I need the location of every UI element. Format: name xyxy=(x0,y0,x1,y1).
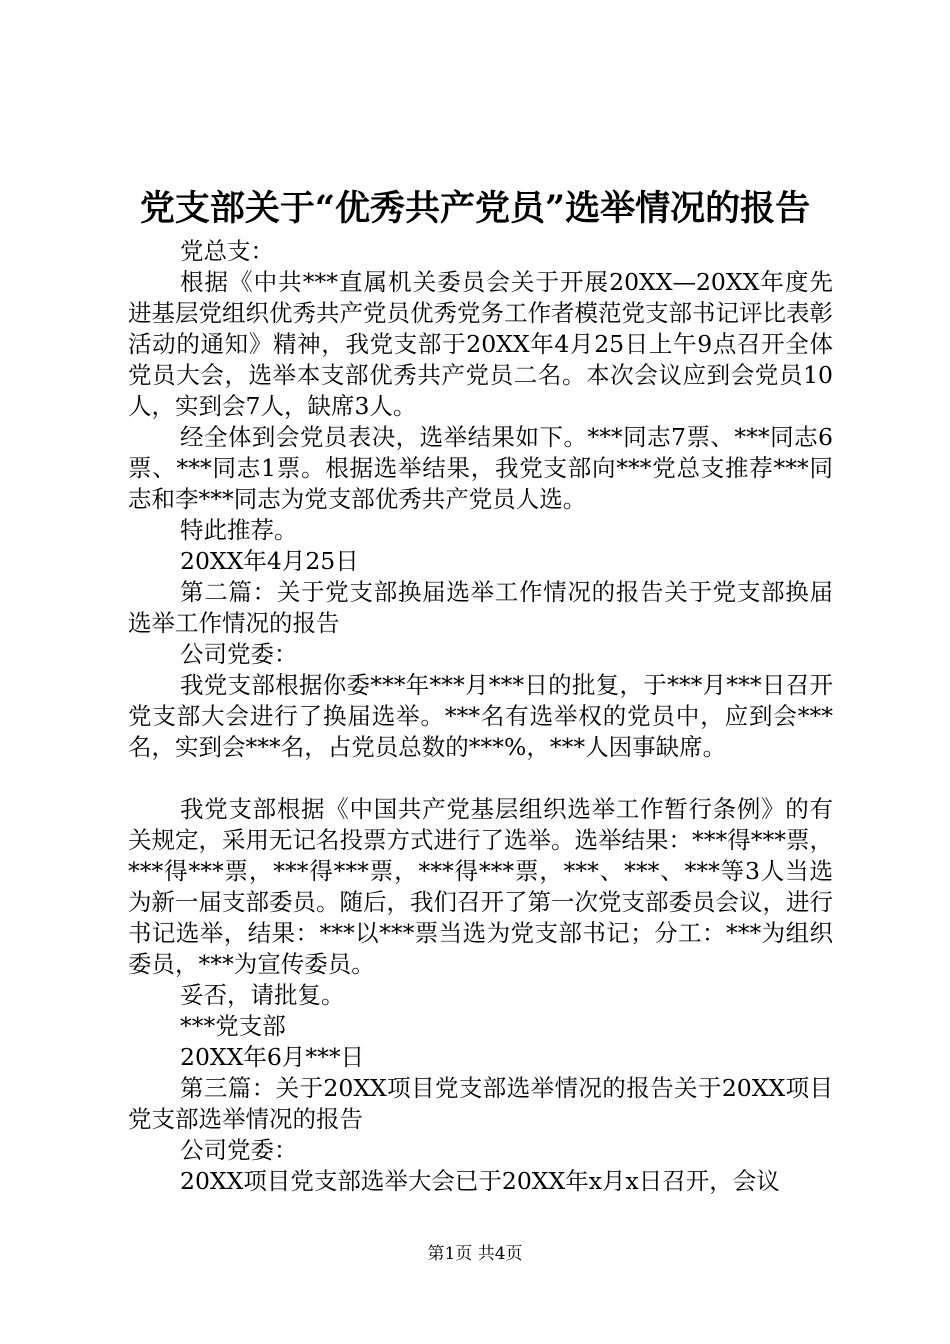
paragraph-salutation: 党总支： xyxy=(180,237,274,265)
page-number-footer: 第1页 共4页 xyxy=(427,1244,523,1264)
paragraph-part2-request: 妥否，请批复。 xyxy=(180,981,345,1009)
paragraph-part3-salutation: 公司党委： xyxy=(180,1136,298,1164)
document-title: 党支部关于“优秀共产党员”选举情况的报告 xyxy=(139,188,811,229)
paragraph-results: 经全体到会党员表决，选举结果如下。***同志7票、***同志6票、***同志1票。根据选举结果，我党支部向***党总支推荐***同志和李***同志为党支部优秀共产党员人选。 xyxy=(128,423,833,513)
paragraph-part2-meeting: 我党支部根据你委***年***月***日的批复，于***月***日召开党支部大会进行了换届选举。***名有选举权的党员中，应到会***名，实到会***名，占党员总数的***%，***人因事缺席。 xyxy=(128,671,833,761)
paragraph-spacer xyxy=(128,763,833,794)
paragraph-part2-salutation: 公司党委： xyxy=(180,640,298,668)
paragraph-recommend: 特此推荐。 xyxy=(180,516,298,544)
paragraph-part2-date: 20XX年6月***日 xyxy=(180,1043,365,1071)
document-body xyxy=(128,236,833,1197)
paragraph-part2-election: 我党支部根据《中国共产党基层组织选举工作暂行条例》的有关规定，采用无记名投票方式进行了选举。选举结果：***得***票，***得***票，***得***票，***得***票，***、***、***等3人当选为新一届支部委员。随后，我们召开了第一次党支部委员会议，进行书记选举，结果：***以***票当选为党支部书记；分工：***为组织委员，***为宣传委员。 xyxy=(128,795,833,978)
paragraph-date: 20XX年4月25日 xyxy=(180,547,359,575)
paragraph-part3-heading: 第三篇：关于20XX项目党支部选举情况的报告关于20XX项目党支部选举情况的报告 xyxy=(128,1074,833,1133)
paragraph-part2-signature: ***党支部 xyxy=(180,1012,286,1040)
paragraph-part2-heading: 第二篇：关于党支部换届选举工作情况的报告关于党支部换届选举工作情况的报告 xyxy=(128,578,833,637)
paragraph-part3-body: 20XX项目党支部选举大会已于20XX年x月x日召开，会议 xyxy=(180,1167,780,1195)
paragraph-notice: 根据《中共***直属机关委员会关于开展20XX—20XX年度先进基层党组织优秀共产党员优秀党务工作者模范党支部书记评比表彰活动的通知》精神，我党支部于20XX年4月25日上午9点召开全体党员大会，选举本支部优秀共产党员二名。本次会议应到会党员10人，实到会7人，缺席3人。 xyxy=(128,268,833,420)
